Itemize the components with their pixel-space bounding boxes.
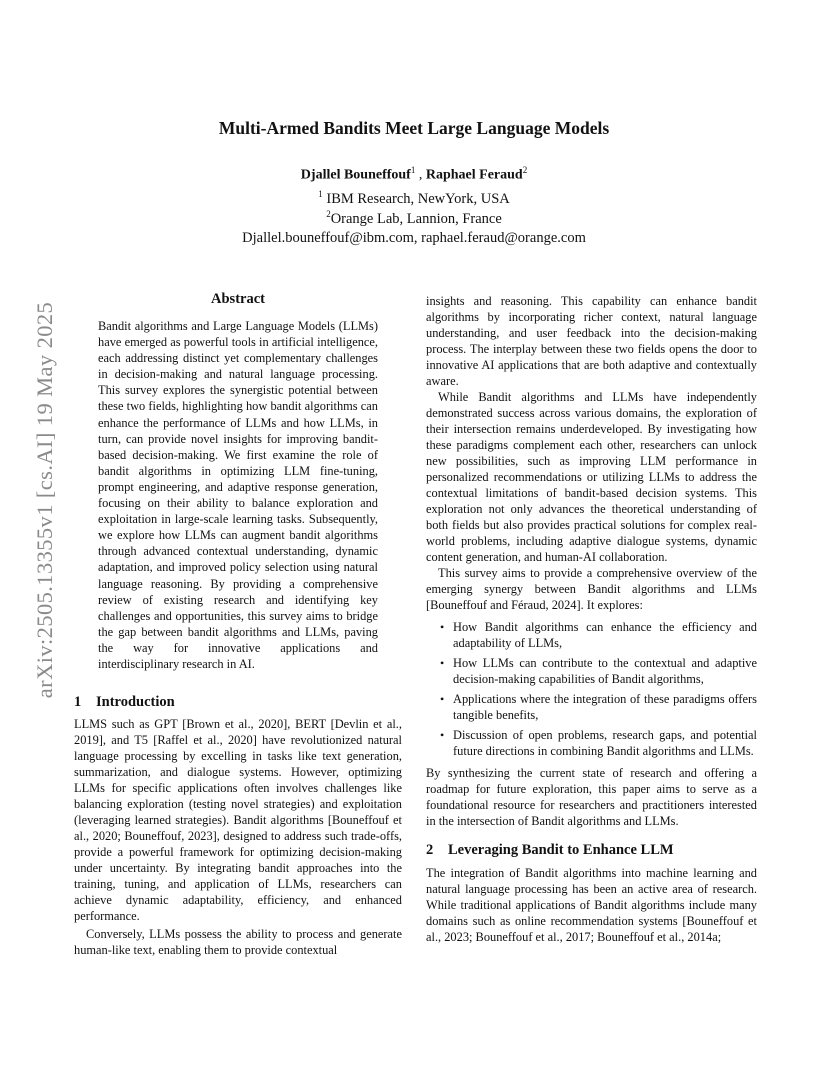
contribution-list: [426, 619, 757, 759]
bullet-icon: •: [440, 620, 445, 634]
list-item: [440, 691, 757, 723]
list-item: [440, 655, 757, 687]
body-paragraph: insights and reasoning. This capability can enhance bandit algorithms by incorporating richer context, natural language understanding, and user feedback into the decision-making process. The interplay between these two fields opens the door to innovative AI applications that are both adaptive and contextually aware.: [426, 294, 757, 388]
affiliation-text: Orange Lab, Lannion, France: [330, 210, 502, 227]
paper-title: Multi-Armed Bandits Meet Large Language Models: [218, 118, 610, 138]
abstract-text: Bandit algorithms and Large Language Models (LLMs) have emerged as powerful tools in artificial intelligence, each addressing distinct yet complementary challenges in decision-making and natural language processing. This survey explores the synergistic potential between these two fields, highlighting how bandit algorithms can enhance the performance of LLMs and how LLMs, in turn, can provide novel insights for improving bandit-based decision-making. We first examine the role of bandit algorithms in optimizing LLM fine-tuning, prompt engineering, and adaptive response generation, focusing on their ability to balance exploration and exploitation in large-scale learning tasks. Subsequently, we explore how LLMs can augment bandit algorithms through advanced contextual understanding, dynamic adaptation, and improved policy selection using natural language reasoning. By providing a comprehensive review of existing research and identifying key challenges and opportunities, this survey aims to bridge the gap between bandit algorithms and LLMs, paving the way for innovative applications and interdisciplinary research in AI.: [98, 319, 378, 671]
section-number: 2: [426, 842, 434, 858]
section-heading-introduction: [74, 694, 175, 711]
arxiv-identifier-stamp[interactable]: arXiv:2505.13355v1 [cs.AI] 19 May 2025: [32, 301, 57, 699]
bullet-icon: •: [440, 692, 445, 706]
affiliation-1: [0, 189, 828, 208]
affiliation-marker: 2: [326, 209, 331, 219]
author-line: [0, 165, 828, 184]
author-separator: ,: [415, 167, 426, 183]
body-paragraph: This survey aims to provide a comprehensive overview of the emerging synergy between Bandit algorithms and LLMs [Bouneffouf and Féraud, 2024]. It explores:: [426, 566, 757, 612]
affiliation-2: [0, 209, 828, 228]
affiliation-marker: 1: [410, 165, 416, 175]
bullet-icon: •: [440, 656, 445, 670]
author-emails[interactable]: Djallel.bouneffouf@ibm.com, raphael.feraud@orange.com: [242, 230, 586, 246]
list-item-text: How LLMs can contribute to the contextual and adaptive decision-making capabilities of Bandit algorithms,: [453, 656, 757, 686]
list-item-text: How Bandit algorithms can enhance the efficiency and adaptability of LLMs,: [453, 620, 757, 650]
author-name: Djallel Bouneffouf: [300, 167, 411, 183]
section-title: Leveraging Bandit to Enhance LLM: [448, 842, 674, 858]
body-paragraph: The integration of Bandit algorithms into machine learning and natural language processing has been an active area of research. While traditional applications of Bandit algorithms include many domains such as online recommendation systems [Bouneffouf et al., 2023; Bouneffouf et al., 2017; Bouneffouf et al., 2014a;: [426, 866, 757, 944]
intro-paragraph: LLMS such as GPT [Brown et al., 2020], BERT [Devlin et al., 2019], and T5 [Raffel et al., 2020] have revolutionized natural language processing by excelling in tasks like text generation, summarization, and dialogue systems. However, optimizing LLMs for specific applications often involves challenges like balancing exploration (testing novel strategies) and exploitation (leveraging learned strategies). Bandit algorithms [Bouneffouf et al., 2020; Bouneffouf, 2023], designed to address such trade-offs, provide a powerful framework for optimizing decision-making under uncertainty. By integrating bandit approaches into the training, tuning, and application of LLMs, researchers can achieve dynamic adaptability, efficiency, and enhanced performance.: [74, 717, 402, 923]
affiliation-marker: 2: [522, 165, 528, 175]
section-title: Introduction: [96, 694, 175, 710]
affiliation-marker: 1: [318, 189, 323, 199]
abstract-heading: Abstract: [211, 291, 265, 307]
right-column: [426, 293, 757, 829]
left-column: [74, 291, 402, 672]
section-number: 1: [74, 694, 82, 710]
list-item-text: Applications where the integration of these paradigms offers tangible benefits,: [453, 692, 757, 722]
list-item: [440, 727, 757, 759]
section-heading-leveraging-bandit: [426, 842, 674, 859]
list-item-text: Discussion of open problems, research gaps, and potential future directions in combining Bandit algorithms and LLMs.: [453, 728, 757, 758]
author-name: Raphael Feraud: [425, 167, 523, 183]
intro-paragraph: Conversely, LLMs possess the ability to process and generate human-like text, enabling them to provide contextual: [74, 927, 402, 957]
affiliation-text: IBM Research, NewYork, USA: [322, 190, 510, 207]
list-item: [440, 619, 757, 651]
bullet-icon: •: [440, 728, 445, 742]
body-paragraph: By synthesizing the current state of research and offering a roadmap for future exploration, this paper aims to serve as a foundational resource for researchers and practitioners interested in the intersection of Bandit algorithms and LLMs.: [426, 766, 757, 828]
body-paragraph: While Bandit algorithms and LLMs have independently demonstrated success across various domains, the exploration of their intersection remains underdeveloped. By investigating how these paradigms complement each other, researchers can unlock new possibilities, such as improving LLM performance in personalized recommendations or utilizing LLMs to address the contextual limitations of bandit-based decision systems. This exploration not only advances the theoretical understanding of both fields but also provides practical solutions for complex real-world problems, including adaptive dialogue systems, dynamic content generation, and human-AI collaboration.: [426, 390, 757, 564]
